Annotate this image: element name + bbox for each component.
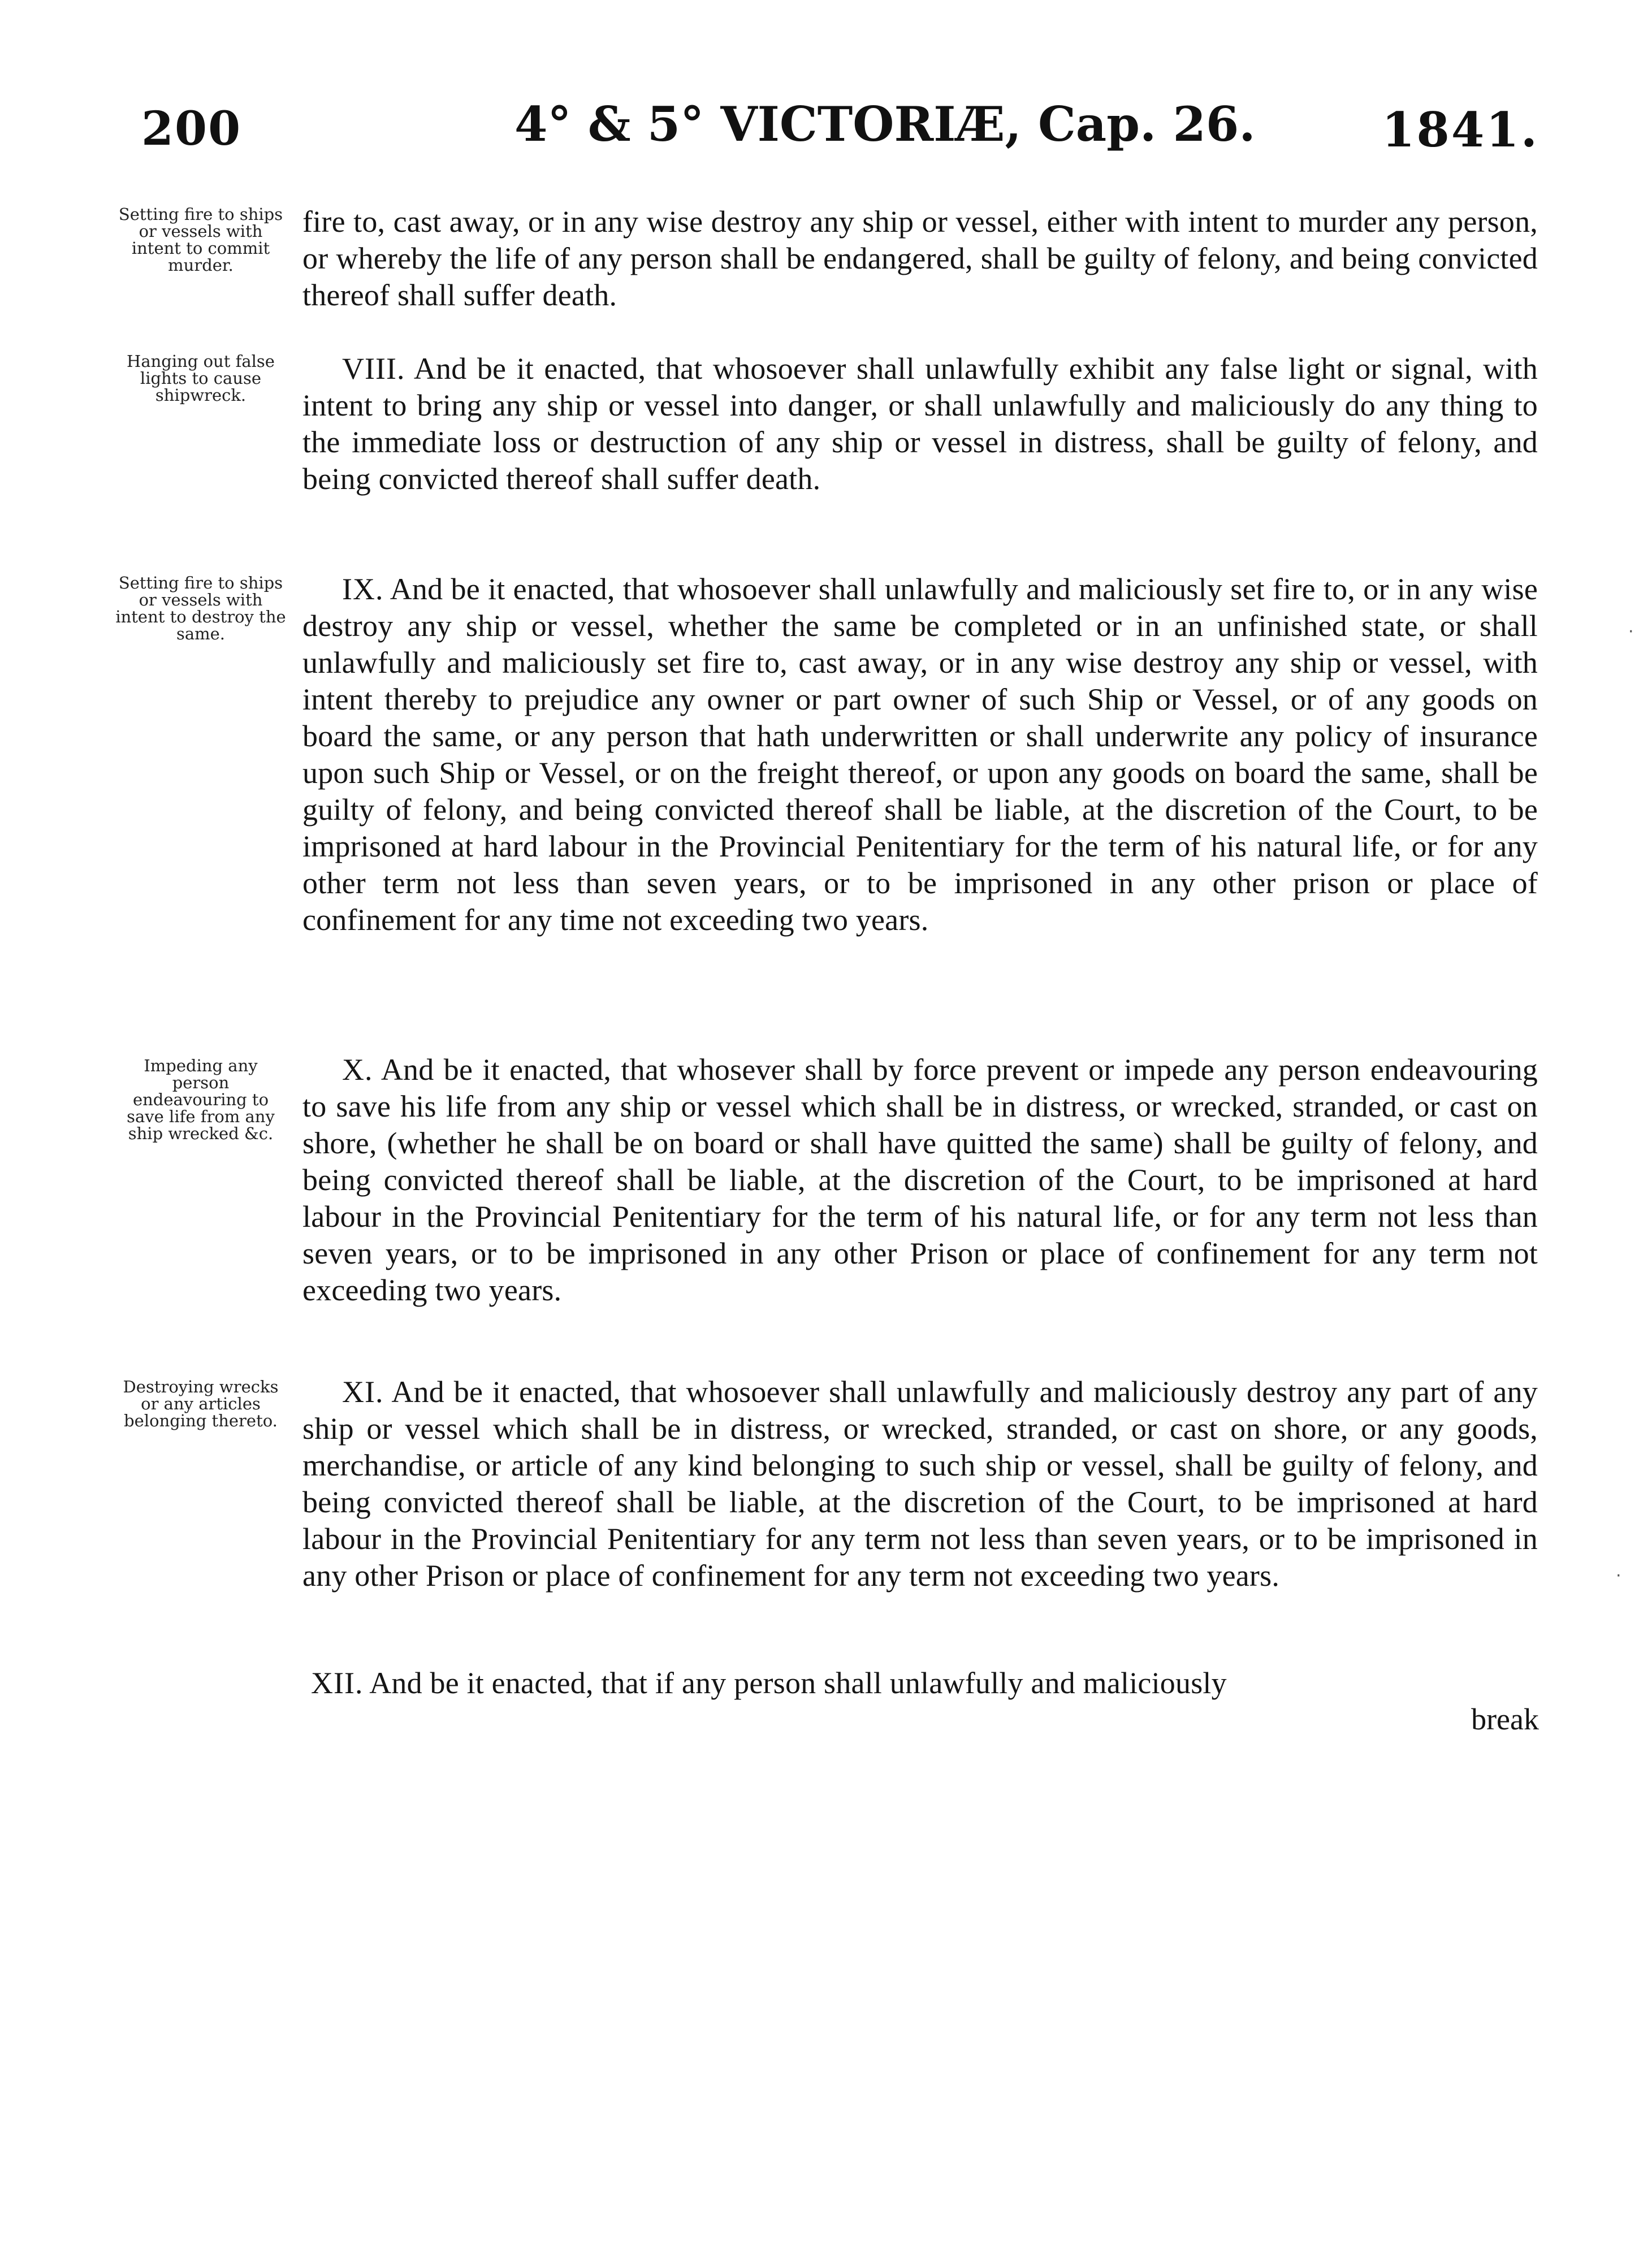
page-number: 200 xyxy=(141,102,242,156)
section-text xyxy=(311,1665,1538,1702)
chapter-number: Cap. 26. xyxy=(1037,96,1256,152)
running-title xyxy=(514,96,1256,152)
scan-speck: · xyxy=(1616,1566,1621,1586)
section-text xyxy=(302,1052,1538,1309)
section-body: fire to, cast away, or in any wise destroy any ship or vessel, either with intent to murder any person, or whereby the life of any person shall be endangered, shall be guilty of felony, and being convicted thereof shall suffer death. xyxy=(302,205,1538,312)
section-text xyxy=(302,1374,1538,1594)
section-number: VIII. xyxy=(342,352,405,386)
marginal-note: Setting fire to ships or vessels with intent to commit murder. xyxy=(118,205,283,275)
marginal-note: Setting fire to ships or vessels with intent to destroy the same. xyxy=(115,573,286,643)
statute-title: 4° & 5° VICTORIÆ, xyxy=(514,96,1022,152)
section-body: And be it enacted, that whosoever shall unlawfully and maliciously destroy any part of any ship or vessel which shall be in distress, or wrecked, stranded, or cast on shore, or any goods, merchandise, or article of any kind belonging to such ship or vessel, shall be guilty of felony, and being convicted thereof shall be liable, at the discretion of the Court, to be imprisoned at hard labour in the Provincial Penitentiary for any term not less than seven years, or to be imprisoned in any other Prison or place of confinement for any term not exceeding two years. xyxy=(302,1375,1538,1593)
marginal-note: Impeding any person endeavouring to save life from any ship wrecked &c. xyxy=(127,1056,275,1143)
catchword: break xyxy=(1471,1702,1539,1736)
section-body: And be it enacted, that whosever shall by force prevent or impede any person endeavouring to save his life from any ship or vessel which shall be in distress, or wrecked, stranded, or cast on shore, (whether he shall be on board or shall have quitted the same) shall be guilty of felony, and being convicted thereof shall be liable, at the discretion of the Court, to be imprisoned at hard labour in the Provincial Penitentiary for the term of his natural life, or for any term not less than seven years, or to be imprisoned in any other Prison or place of confinement for any term not exceeding two years. xyxy=(302,1053,1538,1307)
section-text xyxy=(302,351,1538,497)
section-number: XI. xyxy=(342,1375,384,1409)
section-body: And be it enacted, that whosoever shall unlawfully exhibit any false light or signal, with intent to bring any ship or vessel into danger, or shall unlawfully and maliciously do any thing to the immediate loss or destruction of any ship or vessel in distress, shall be guilty of felony, and being convicted thereof shall suffer death. xyxy=(302,352,1538,496)
section-text xyxy=(302,571,1538,938)
scan-speck: · xyxy=(1628,622,1634,642)
marginal-note: Hanging out false lights to cause shipwreck. xyxy=(127,352,275,405)
page-year: 1841. xyxy=(1381,102,1539,158)
section-text xyxy=(302,204,1538,314)
section-number: IX. xyxy=(342,572,384,606)
section-number: XII. xyxy=(311,1666,364,1700)
marginal-note: Destroying wrecks or any articles belonging thereto. xyxy=(123,1377,279,1430)
section-number: X. xyxy=(342,1053,373,1087)
section-body: And be it enacted, that if any person shall unlawfully and maliciously xyxy=(369,1666,1227,1700)
section-body: And be it enacted, that whosoever shall unlawfully and maliciously set fire to, or in any wise destroy any ship or vessel, whether the same be completed or in an unfinished state, or shall unlawfully and maliciously set fire to, cast away, or in any wise destroy any ship or vessel, with intent thereby to prejudice any owner or part owner of such Ship or Vessel, or of any goods on board the same, or any person that hath underwritten or shall underwrite any policy of insurance upon such Ship or Vessel, or on the freight thereof, or upon any goods on board the same, shall be guilty of felony, and being convicted thereof shall be liable, at the discretion of the Court, to be imprisoned at hard labour in the Provincial Penitentiary for the term of his natural life, or for any other term not less than seven years, or to be imprisoned in any other prison or place of confinement for any time not exceeding two years. xyxy=(302,572,1538,937)
page-header xyxy=(141,96,1545,170)
